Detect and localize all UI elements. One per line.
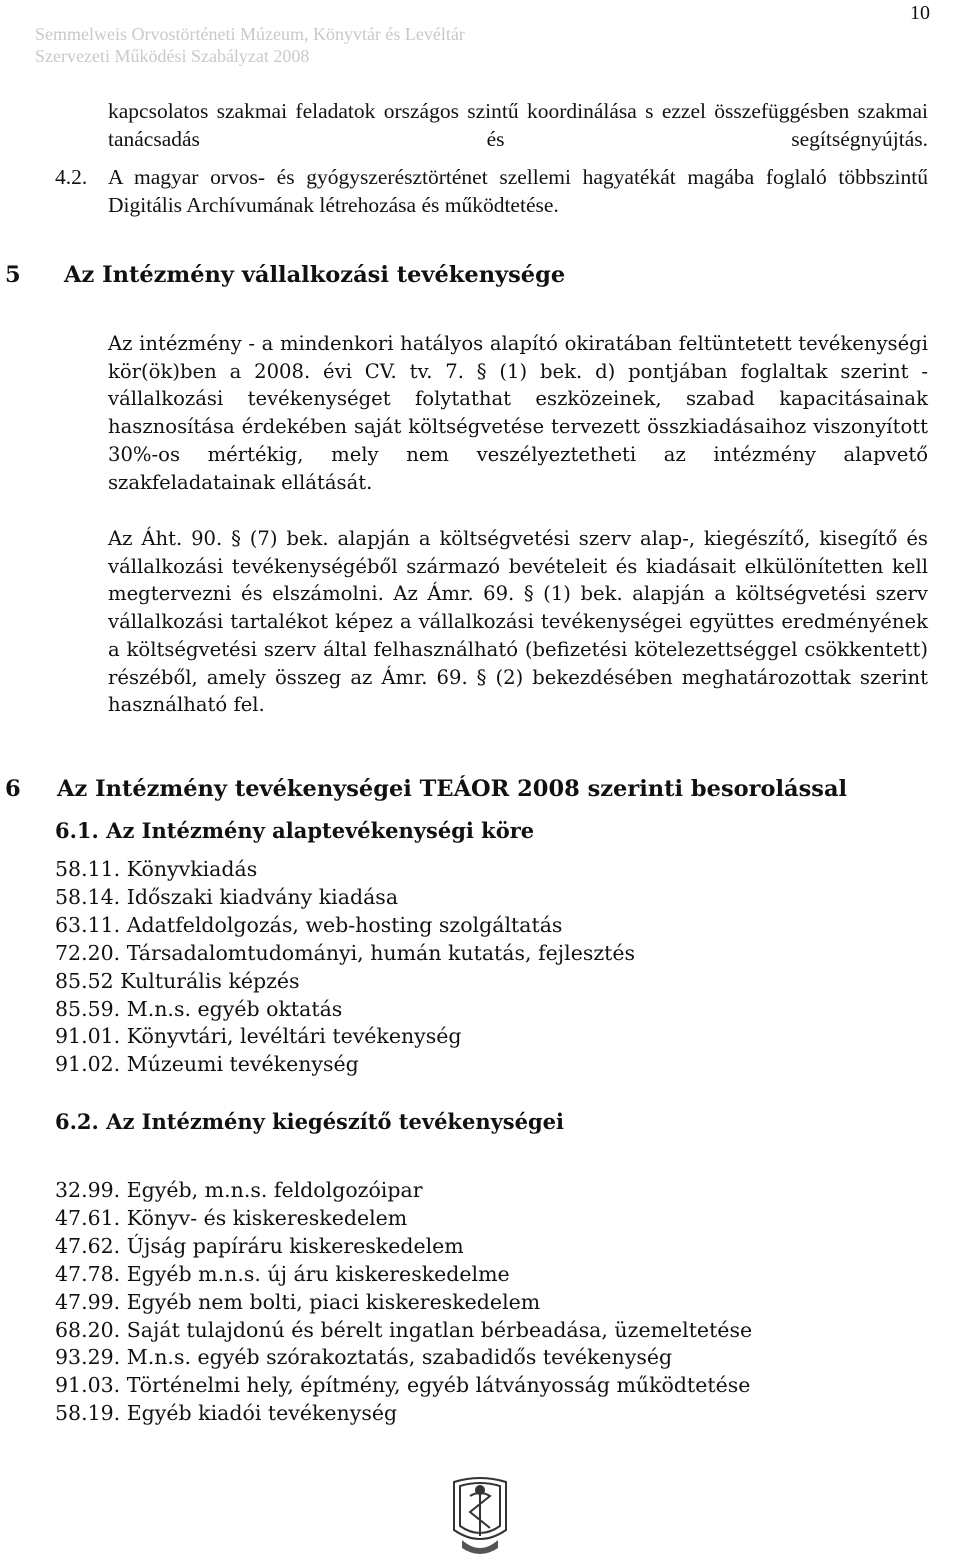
list-item: 91.03. Történelmi hely, építmény, egyéb látványosság működtetése <box>55 1373 751 1398</box>
museum-emblem-icon <box>448 1476 512 1556</box>
list-item: 47.61. Könyv- és kiskereskedelem <box>55 1205 408 1230</box>
list-item: 85.52 Kulturális képzés <box>55 968 300 993</box>
section-number: 6 <box>5 776 21 802</box>
list-item: 91.02. Múzeumi tevékenység <box>55 1052 359 1077</box>
list-item: 63.11. Adatfeldolgozás, web-hosting szolgáltatás <box>55 912 563 937</box>
supplementary-activities-list <box>55 1177 752 1428</box>
subsection-6-2-heading: 6.2. Az Intézmény kiegészítő tevékenységei <box>55 1109 565 1134</box>
header-institution: Semmelweis Orvostörténeti Múzeum, Könyvtár és Levéltár <box>35 24 465 44</box>
list-item: 58.11. Könyvkiadás <box>55 857 258 881</box>
continuation-paragraph: kapcsolatos szakmai feladatok országos szintű koordinálása s ezzel összefüggésben szakmai tanácsadás és segítségnyújtás. <box>108 99 928 151</box>
list-item: 47.99. Egyéb nem bolti, piaci kiskereskedelem <box>55 1289 541 1314</box>
header-document-title: Szervezeti Működési Szabályzat 2008 <box>35 46 310 66</box>
list-item: 58.19. Egyéb kiadói tevékenység <box>55 1401 398 1426</box>
list-item: 47.78. Egyéb m.n.s. új áru kiskereskedelme <box>55 1261 510 1286</box>
section-5-paragraph-1: Az intézmény - a mindenkori hatályos alapító okiratában feltüntetett tevékenységi kör(ök)ben a 2008. évi CV. tv. 7. § (1) bek. d) pontjában foglaltak szerint - vállalkozási tevékenységet folytathat eszközeinek, szabad kapacitásainak hasznosítása érdekében saját költségvetése tervezett összkiadásaihoz viszonyított 30%-os mértékig, mely nem veszélyeztetheti az intézmény alapvető szakfeladatainak ellátását. <box>108 332 928 494</box>
list-item: 32.99. Egyéb, m.n.s. feldolgozóipar <box>55 1178 423 1202</box>
list-item: 93.29. M.n.s. egyéb szórakoztatás, szabadidős tevékenység <box>55 1345 673 1370</box>
list-item: 47.62. Újság papíráru kiskereskedelem <box>55 1233 464 1258</box>
page-number: 10 <box>910 2 930 24</box>
item-text: A magyar orvos- és gyógyszerésztörténet szellemi hagyatékát magába foglaló többszintű Digitális Archívumának létrehozása és működtetése. <box>108 165 928 217</box>
list-item: 85.59. M.n.s. egyéb oktatás <box>55 996 343 1021</box>
subsection-6-1-heading: 6.1. Az Intézmény alaptevékenységi köre <box>55 818 535 843</box>
section-title: Az Intézmény tevékenységei TEÁOR 2008 szerinti besorolással <box>57 776 848 802</box>
core-activities-list <box>55 856 635 1079</box>
list-item: 72.20. Társadalomtudományi, humán kutatás, fejlesztés <box>55 940 636 965</box>
section-5-paragraph-2: Az Áht. 90. § (7) bek. alapján a költségvetési szerv alap-, kiegészítő, kisegítő és vállalkozási tevékenységéből származó bevételeit és kiadásait elkülönítetten kell megtervezni és elszámolni. Az Ámr. 69. § (1) bek. alapján a költségvetési szerv vállalkozási tartalékot képez a vállalkozási tevékenységei együttes eredményének a költségvetési szerv által felhasználható (befizetési kötelezettséggel csökkentett) részéből, amely összeg az Ámr. 69. § (2) bekezdésében meghatározottak szerint használható fel. <box>108 527 928 717</box>
item-number: 4.2. <box>55 165 88 189</box>
section-number: 5 <box>5 262 21 288</box>
list-item: 91.01. Könyvtári, levéltári tevékenység <box>55 1024 462 1049</box>
section-title: Az Intézmény vállalkozási tevékenysége <box>64 262 566 288</box>
list-item: 58.14. Időszaki kiadvány kiadása <box>55 884 399 909</box>
list-item: 68.20. Saját tulajdonú és bérelt ingatlan bérbeadása, üzemeltetése <box>55 1317 753 1342</box>
